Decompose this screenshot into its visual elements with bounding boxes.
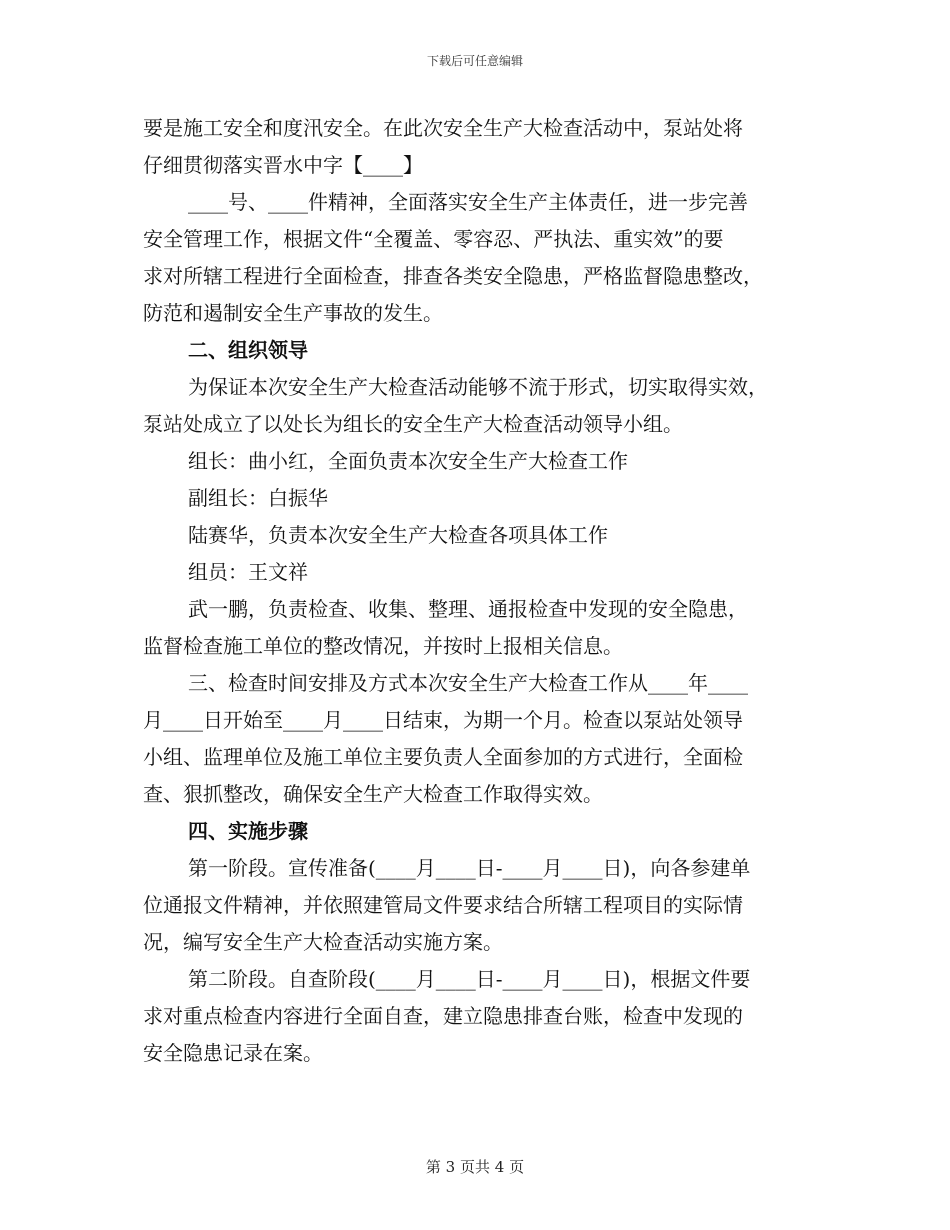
paragraph-line: 泵站处成立了以处长为组长的安全生产大检查活动领导小组。 [143, 412, 683, 436]
paragraph-line: 监督检查施工单位的整改情况，并按时上报相关信息。 [143, 634, 623, 658]
paragraph-line: 月____日开始至____月____日结束，为期一个月。检查以泵站处领导 [143, 708, 743, 732]
section-heading: 四、实施步骤 [188, 819, 308, 843]
document-body [143, 110, 808, 1072]
paragraph-line: 防范和遏制安全生产事故的发生。 [143, 301, 443, 325]
paragraph-line: 要是施工安全和度汛安全。在此次安全生产大检查活动中，泵站处将 [143, 116, 743, 140]
paragraph-line: 为保证本次安全生产大检查活动能够不流于形式，切实取得实效， [188, 375, 768, 399]
paragraph-line: 第一阶段。宣传准备(____月____日-____月____日)，向各参建单 [188, 856, 751, 880]
paragraph-line: 求对所辖工程进行全面检查，排查各类安全隐患，严格监督隐患整改， [143, 264, 763, 288]
paragraph-line: 安全管理工作，根据文件“全覆盖、零容忍、严执法、重实效”的要 [143, 227, 724, 251]
paragraph-line: 求对重点检查内容进行全面自查，建立隐患排查台账，检查中发现的 [143, 1004, 743, 1028]
page-footer: 第 3 页共 4 页 [425, 1158, 525, 1176]
paragraph-line: 第二阶段。自查阶段(____月____日-____月____日)，根据文件要 [188, 967, 751, 991]
section-heading: 二、组织领导 [188, 338, 308, 362]
paragraph-line: 查、狠抓整改，确保安全生产大检查工作取得实效。 [143, 782, 603, 806]
paragraph-line: 组长：曲小红，全面负责本次安全生产大检查工作 [188, 449, 628, 473]
page-header: 下载后可任意编辑 [426, 54, 523, 68]
paragraph-line: 三、检查时间安排及方式本次安全生产大检查工作从____年____ [188, 671, 748, 695]
paragraph-line: 陆赛华，负责本次安全生产大检查各项具体工作 [188, 523, 608, 547]
paragraph-line: 组员：王文祥 [188, 560, 308, 584]
paragraph-line: 武一鹏，负责检查、收集、整理、通报检查中发现的安全隐患， [188, 597, 748, 621]
paragraph-line: 安全隐患记录在案。 [143, 1041, 323, 1065]
paragraph-line: 仔细贯彻落实晋水中字【____】 [143, 153, 423, 177]
paragraph-line: 况，编写安全生产大检查活动实施方案。 [143, 930, 503, 954]
paragraph-line: 位通报文件精神，并依照建管局文件要求结合所辖工程项目的实际情 [143, 893, 743, 917]
paragraph-line: 小组、监理单位及施工单位主要负责人全面参加的方式进行，全面检 [143, 745, 743, 769]
paragraph-line: ____号、____件精神，全面落实安全生产主体责任，进一步完善 [188, 190, 748, 214]
paragraph-line: 副组长：白振华 [188, 486, 328, 510]
